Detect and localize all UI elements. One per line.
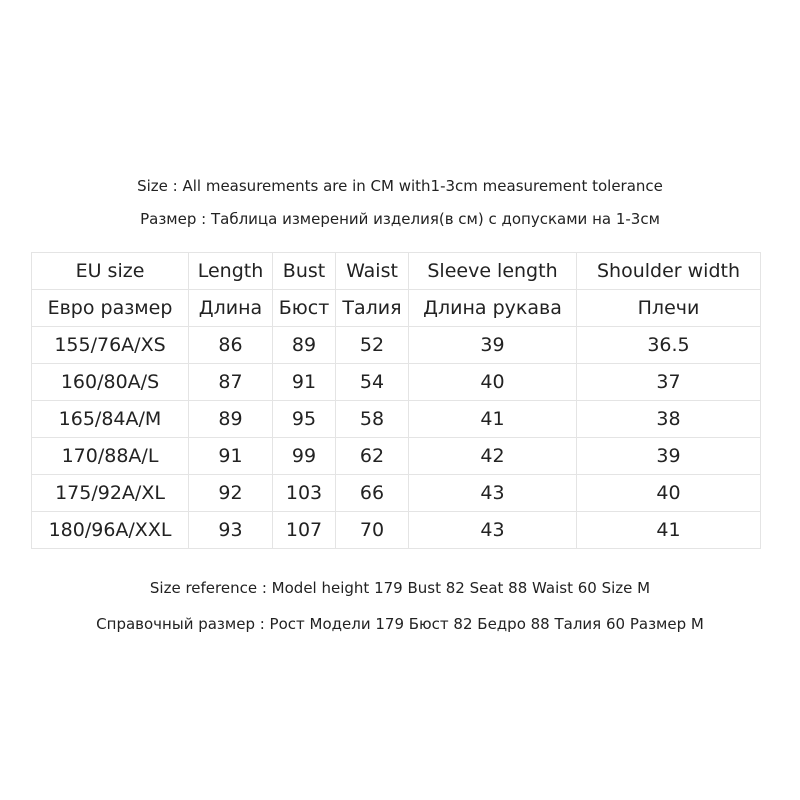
- size-chart-table: [31, 252, 761, 549]
- header-cell: EU size: [32, 253, 189, 290]
- table-cell: 89: [273, 327, 336, 364]
- table-cell: 170/88A/L: [32, 438, 189, 475]
- header-cell: Sleeve length: [409, 253, 577, 290]
- header-row-english: [32, 253, 761, 290]
- table-row: [32, 327, 761, 364]
- table-row: [32, 512, 761, 549]
- header-cell: Талия: [336, 290, 409, 327]
- header-cell: Евро размер: [32, 290, 189, 327]
- table-cell: 155/76A/XS: [32, 327, 189, 364]
- table-row: [32, 364, 761, 401]
- header-cell: Bust: [273, 253, 336, 290]
- header-cell: Длина: [189, 290, 273, 327]
- table-cell: 95: [273, 401, 336, 438]
- table-cell: 41: [577, 512, 761, 549]
- table-row: [32, 438, 761, 475]
- table-cell: 39: [409, 327, 577, 364]
- table-cell: 37: [577, 364, 761, 401]
- table-cell: 42: [409, 438, 577, 475]
- table-cell: 91: [273, 364, 336, 401]
- table-cell: 89: [189, 401, 273, 438]
- size-reference-russian: Справочный размер : Рост Модели 179 Бюст 82 Бедро 88 Талия 60 Размер M: [96, 615, 704, 633]
- header-cell: Бюст: [273, 290, 336, 327]
- size-note-russian: Размер : Таблица измерений изделия(в см) с допусками на 1-3см: [140, 210, 660, 228]
- size-note-english: Size : All measurements are in CM with1-3cm measurement tolerance: [137, 177, 663, 195]
- table-cell: 40: [577, 475, 761, 512]
- table-cell: 66: [336, 475, 409, 512]
- table-cell: 58: [336, 401, 409, 438]
- header-row-russian: [32, 290, 761, 327]
- table-row: [32, 475, 761, 512]
- header-cell: Shoulder width: [577, 253, 761, 290]
- table-cell: 165/84A/M: [32, 401, 189, 438]
- table-cell: 92: [189, 475, 273, 512]
- table-cell: 160/80A/S: [32, 364, 189, 401]
- table-cell: 99: [273, 438, 336, 475]
- header-cell: Плечи: [577, 290, 761, 327]
- table-cell: 38: [577, 401, 761, 438]
- table-cell: 62: [336, 438, 409, 475]
- table-cell: 87: [189, 364, 273, 401]
- table-cell: 91: [189, 438, 273, 475]
- table-row: [32, 401, 761, 438]
- header-cell: Длина рукава: [409, 290, 577, 327]
- table-cell: 103: [273, 475, 336, 512]
- table-cell: 107: [273, 512, 336, 549]
- header-cell: Length: [189, 253, 273, 290]
- table-cell: 40: [409, 364, 577, 401]
- table-cell: 54: [336, 364, 409, 401]
- table-cell: 43: [409, 475, 577, 512]
- table-cell: 52: [336, 327, 409, 364]
- table-cell: 180/96A/XXL: [32, 512, 189, 549]
- table-cell: 70: [336, 512, 409, 549]
- table-cell: 175/92A/XL: [32, 475, 189, 512]
- table-cell: 36.5: [577, 327, 761, 364]
- table-cell: 86: [189, 327, 273, 364]
- table-cell: 43: [409, 512, 577, 549]
- table-cell: 93: [189, 512, 273, 549]
- header-cell: Waist: [336, 253, 409, 290]
- table-cell: 41: [409, 401, 577, 438]
- table-cell: 39: [577, 438, 761, 475]
- size-reference-english: Size reference : Model height 179 Bust 82 Seat 88 Waist 60 Size M: [149, 579, 651, 597]
